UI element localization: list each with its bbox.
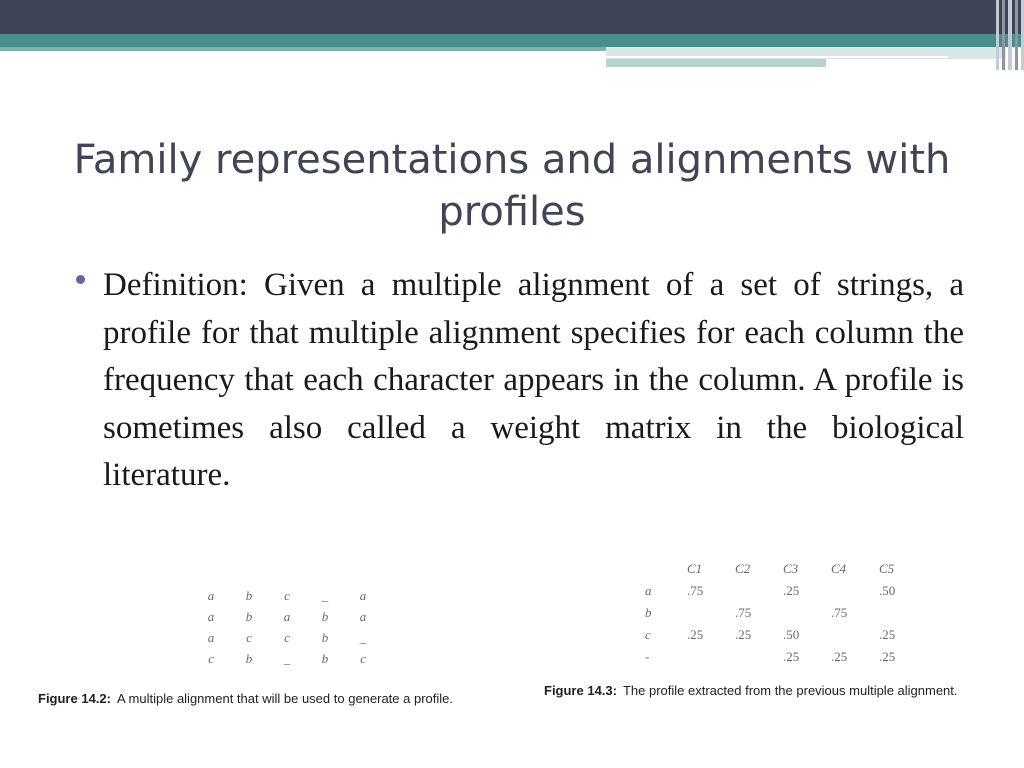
header-accent-block-lower xyxy=(606,59,826,67)
alignment-cell: c xyxy=(360,650,366,666)
caption-text: The profile extracted from the previous multiple alignment. xyxy=(622,683,958,698)
alignment-cell: _ xyxy=(321,587,329,603)
profile-cell xyxy=(687,602,735,624)
alignment-cell: a xyxy=(207,608,215,624)
alignment-cell: _ xyxy=(359,629,367,645)
alignment-cell: _ xyxy=(283,650,291,666)
header-band-teal xyxy=(0,34,1024,47)
slide-title: Family representations and alignments with profiles xyxy=(73,137,951,235)
profile-row-label: - xyxy=(645,649,650,664)
alignment-row xyxy=(192,606,382,627)
header-edge-stripes xyxy=(994,0,1024,70)
profile-row xyxy=(645,646,927,668)
profile-row-label: c xyxy=(645,627,651,642)
profile-cell: .75 xyxy=(831,605,848,620)
profile-cell: .25 xyxy=(735,627,752,642)
profile-cell xyxy=(831,580,879,602)
profile-row-label: a xyxy=(645,583,652,598)
alignment-cell: c xyxy=(208,650,214,666)
profile-cell: .75 xyxy=(687,583,704,598)
bullet-text: Definition: Given a multiple alignment of a set of strings, a profile for that multiple alignment specifies for each column the frequency that each character appears in the column. A profile is sometimes also called a weight matrix in the biological literature. xyxy=(103,267,964,493)
profile-cell xyxy=(831,624,879,646)
profile-cell xyxy=(879,602,927,624)
header-band-dark xyxy=(0,0,1024,34)
profile-row-label: b xyxy=(645,605,652,620)
alignment-cell: b xyxy=(321,629,329,645)
profile-cell xyxy=(735,646,783,668)
profile-cell xyxy=(735,580,783,602)
caption-label: Figure 14.3: xyxy=(544,683,617,698)
caption-text: A multiple alignment that will be used to generate a profile. xyxy=(116,691,454,706)
alignment-cell: a xyxy=(359,587,367,603)
alignment-cell: c xyxy=(246,629,252,645)
header-accent-line xyxy=(606,56,948,58)
alignment-cell: a xyxy=(207,629,215,645)
bullet-item xyxy=(76,262,964,500)
caption-label: Figure 14.2: xyxy=(38,691,111,706)
alignment-cell: b xyxy=(321,650,329,666)
profile-cell: .25 xyxy=(831,649,848,664)
profile-cell: .50 xyxy=(783,627,800,642)
figure-caption-alignment xyxy=(38,691,453,706)
profile-cell: .50 xyxy=(879,583,896,598)
alignment-row xyxy=(192,627,382,648)
profile-cell xyxy=(783,602,831,624)
profile-column-header: C3 xyxy=(783,561,799,576)
bullet-dot-icon xyxy=(76,275,85,284)
profile-column-header: C5 xyxy=(879,561,895,576)
profile-cell: .25 xyxy=(879,627,896,642)
profile-row xyxy=(645,624,927,646)
profile-column-header: C1 xyxy=(687,561,703,576)
alignment-cell: b xyxy=(245,650,253,666)
profile-cell: .25 xyxy=(687,627,704,642)
profile-table xyxy=(645,558,927,668)
profile-cell: .25 xyxy=(783,649,800,664)
alignment-cell: c xyxy=(284,629,290,645)
profile-cell: .25 xyxy=(783,583,800,598)
profile-cell: .25 xyxy=(879,649,896,664)
alignment-cell: b xyxy=(245,608,253,624)
alignment-cell: c xyxy=(284,587,290,603)
alignment-row xyxy=(192,648,382,669)
figure-caption-profile xyxy=(544,683,958,698)
alignment-row xyxy=(192,585,382,606)
profile-cell: .75 xyxy=(735,605,752,620)
alignment-cell: b xyxy=(245,587,253,603)
profile-corner xyxy=(645,558,687,580)
alignment-cell: b xyxy=(321,608,329,624)
alignment-table xyxy=(192,585,382,669)
header-band-teal-thin xyxy=(0,47,606,51)
alignment-cell: a xyxy=(283,608,291,624)
profile-row xyxy=(645,602,927,624)
profile-row xyxy=(645,580,927,602)
profile-column-header: C4 xyxy=(831,561,847,576)
alignment-cell: a xyxy=(359,608,367,624)
alignment-cell: a xyxy=(207,587,215,603)
profile-cell xyxy=(687,646,735,668)
profile-column-header: C2 xyxy=(735,561,751,576)
